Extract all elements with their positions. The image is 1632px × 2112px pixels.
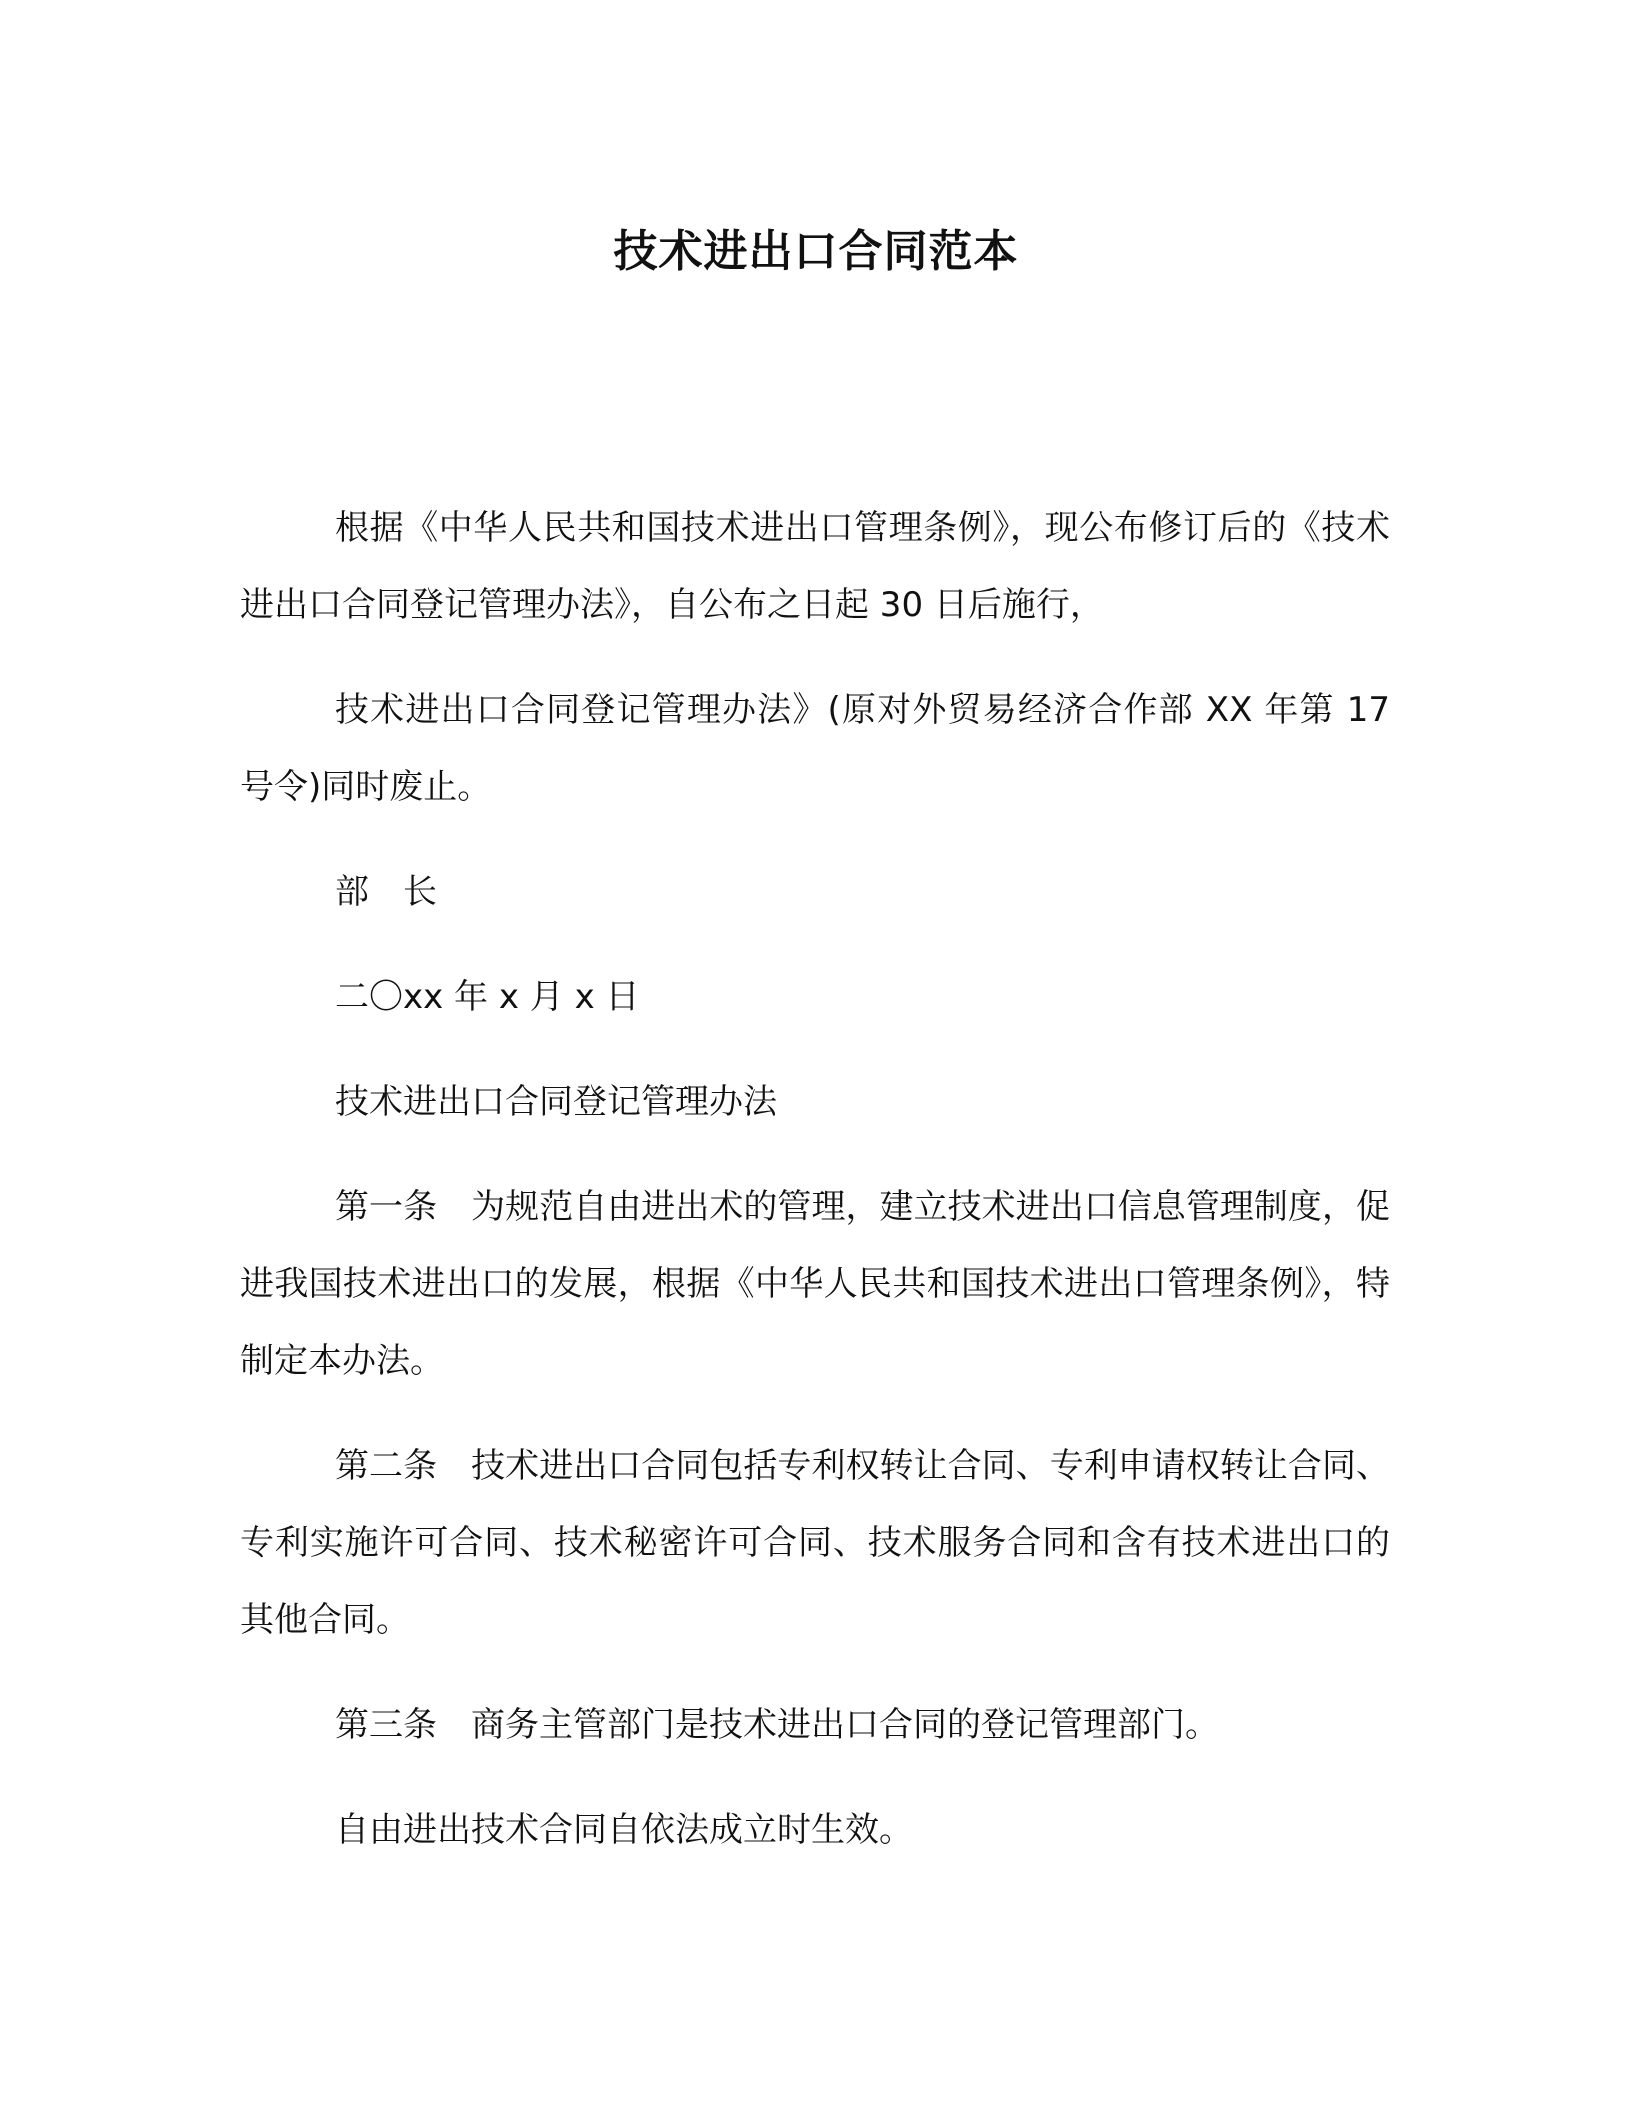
paragraph-article-2: 第二条 技术进出口合同包括专利权转让合同、专利申请权转让合同、专利实施许可合同、技术秘密许可合同、技术服务合同和含有技术进出口的其他合同。 — [240, 1446, 1390, 1640]
paragraph-repeal: 技术进出口合同登记管理办法》(原对外贸易经济合作部 XX 年第 17 号令)同时废止。 — [240, 690, 1390, 807]
paragraph-article-3: 第三条 商务主管部门是技术进出口合同的登记管理部门。 — [335, 1705, 1219, 1745]
paragraph-minister: 部 长 — [335, 872, 437, 912]
paragraph-decree: 根据《中华人民共和国技术进出口管理条例》，现公布修订后的《技术进出口合同登记管理办法》，自公布之日起 30 日后施行， — [240, 508, 1390, 625]
paragraph-effect: 自由进出技术合同自依法成立时生效。 — [335, 1810, 913, 1850]
document-body — [240, 490, 1390, 1897]
paragraph-article-1: 第一条 为规范自由进出术的管理，建立技术进出口信息管理制度，促进我国技术进出口的发展，根据《中华人民共和国技术进出口管理条例》，特制定本办法。 — [240, 1187, 1390, 1381]
paragraph-measure-title: 技术进出口合同登记管理办法 — [335, 1082, 777, 1122]
paragraph-date: 二〇xx 年 x 月 x 日 — [335, 977, 640, 1017]
document-title: 技术进出口合同范本 — [613, 226, 1019, 277]
